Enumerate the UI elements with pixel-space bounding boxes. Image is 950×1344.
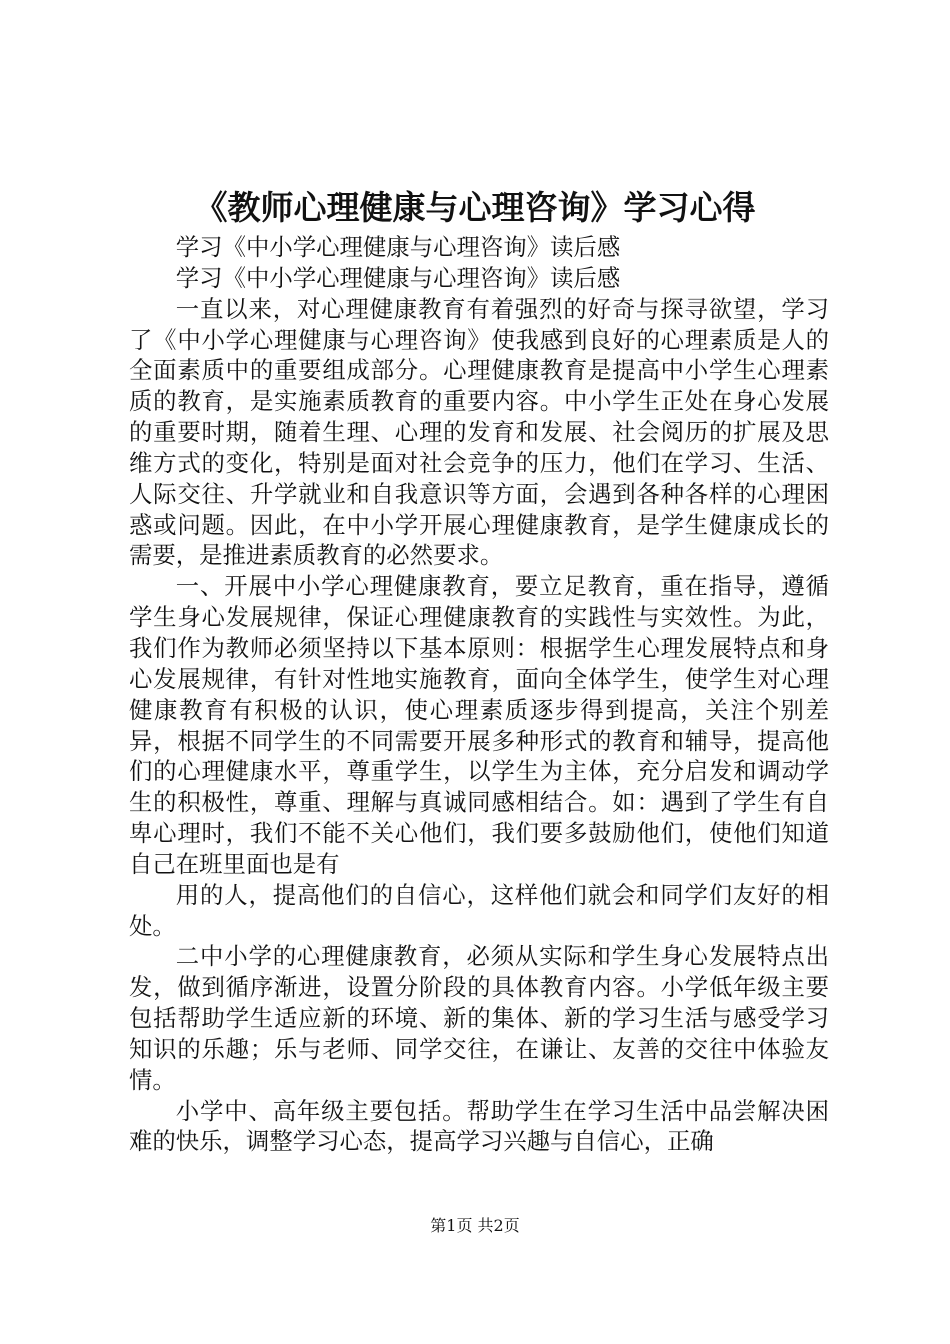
body-paragraph: 用的人，提高他们的自信心，这样他们就会和同学们友好的相处。 <box>129 880 829 940</box>
document-title: 《教师心理健康与心理咨询》学习心得 <box>194 188 756 227</box>
body-paragraph: 一直以来，对心理健康教育有着强烈的好奇与探寻欲望，学习了《中小学心理健康与心理咨询》使我感到良好的心理素质是人的全面素质中的重要组成部分。心理健康教育是提高中小学生心理素质的教育，是实施素质教育的重要内容。中小学生正处在身心发展的重要时期，随着生理、心理的发育和发展、社会阅历的扩展及思维方式的变化，特别是面对社会竞争的压力，他们在学习、生活、人际交往、升学就业和自我意识等方面，会遇到各种各样的心理困惑或问题。因此，在中小学开展心理健康教育，是学生健康成长的需要，是推进素质教育的必然要求。 <box>129 294 829 570</box>
subtitle-line: 学习《中小学心理健康与心理咨询》读后感 <box>175 233 621 261</box>
body-paragraph: 一、开展中小学心理健康教育，要立足教育，重在指导，遵循学生身心发展规律，保证心理健康教育的实践性与实效性。为此，我们作为教师必须坚持以下基本原则：根据学生心理发展特点和身心发展规律，有针对性地实施教育，面向全体学生，使学生对心理健康教育有积极的认识，使心理素质逐步得到提高，关注个别差异，根据不同学生的不同需要开展多种形式的教育和辅导，提高他们的心理健康水平，尊重学生，以学生为主体，充分启发和调动学生的积极性，尊重、理解与真诚同感相结合。如：遇到了学生有自卑心理时，我们不能不关心他们，我们要多鼓励他们，使他们知道自己在班里面也是有 <box>129 572 829 878</box>
body-paragraph: 二中小学的心理健康教育，必须从实际和学生身心发展特点出发，做到循序渐进，设置分阶段的具体教育内容。小学低年级主要包括帮助学生适应新的环境、新的集体、新的学习生活与感受学习知识的乐趣；乐与老师、同学交往，在谦让、友善的交往中体验友情。 <box>129 942 829 1094</box>
page-footer: 第1页 共2页 <box>430 1216 520 1235</box>
body-paragraph: 小学中、高年级主要包括。帮助学生在学习生活中品尝解决困难的快乐，调整学习心态，提高学习兴趣与自信心，正确 <box>129 1096 829 1156</box>
subtitle-line: 学习《中小学心理健康与心理咨询》读后感 <box>175 263 621 292</box>
document-body <box>129 232 829 1157</box>
